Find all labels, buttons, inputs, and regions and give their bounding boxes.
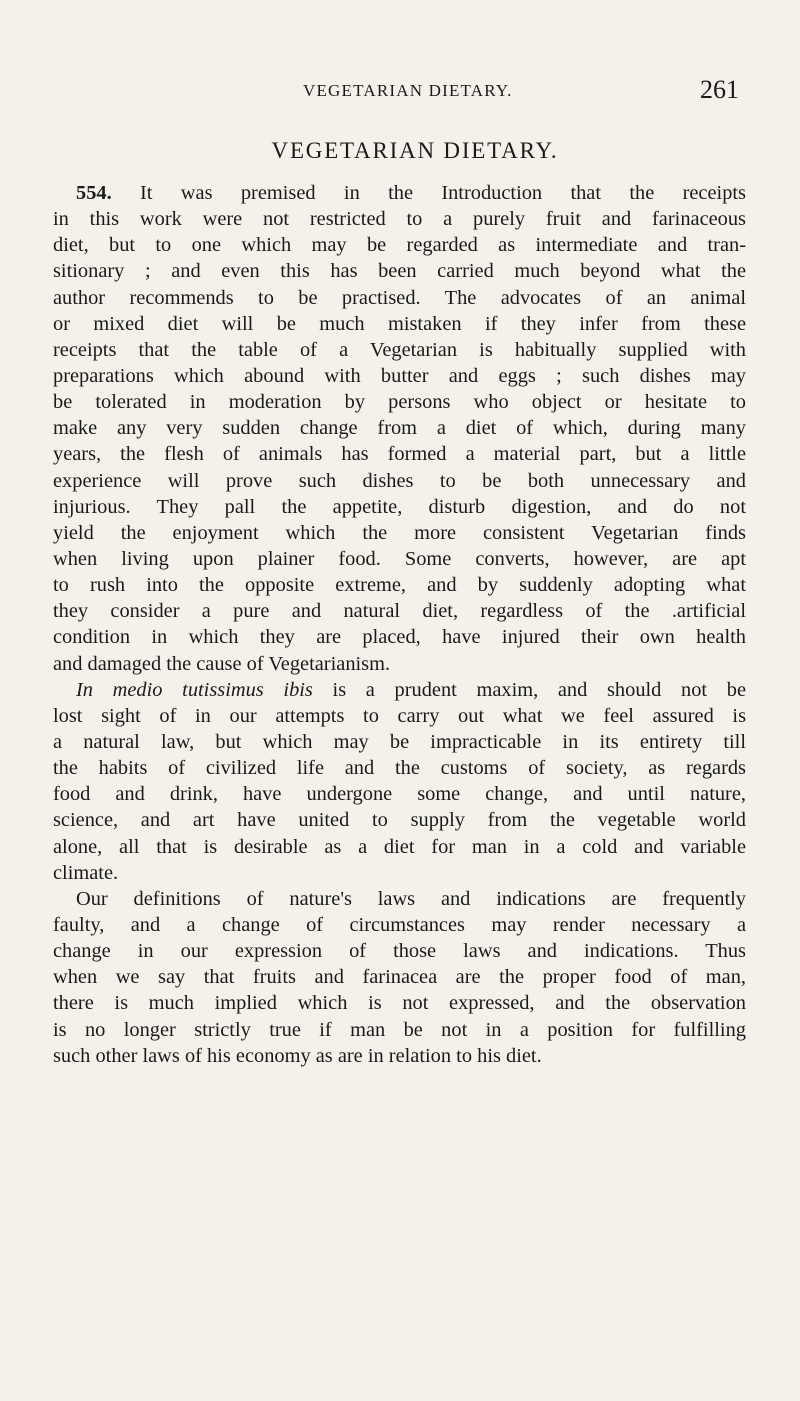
paragraph-line: alone, all that is desirable as a diet for man in a cold and variable xyxy=(53,835,746,858)
paragraph-line: change in our expression of those laws and indications. Thus xyxy=(53,940,746,963)
paragraph-line: faulty, and a change of circumstances may render necessary a xyxy=(53,913,746,936)
paragraph-definitions xyxy=(53,886,746,1069)
paragraph-line: or mixed diet will be much mistaken if they infer from these xyxy=(53,312,746,335)
paragraph-line: be tolerated in moderation by persons who object or hesitate to xyxy=(53,391,746,414)
paragraph-line: Our definitions of nature's laws and indications are frequently xyxy=(76,887,746,910)
paragraph-line: diet, but to one which may be regarded as intermediate and tran- xyxy=(53,234,746,257)
paragraph-line: they consider a pure and natural diet, regardless of the .artificial xyxy=(53,600,746,623)
page-number: 261 xyxy=(700,75,739,104)
running-title: VEGETARIAN DIETARY. xyxy=(303,81,513,100)
paragraph-line: yield the enjoyment which the more consistent Vegetarian finds xyxy=(53,521,746,544)
paragraph-line: and damaged the cause of Vegetarianism. xyxy=(53,652,391,675)
paragraph-line: receipts that the table of a Vegetarian is habitually supplied with xyxy=(53,338,746,361)
paragraph-maxim xyxy=(53,677,746,886)
paragraph-line: make any very sudden change from a diet of which, during many xyxy=(53,417,746,440)
paragraph-line: climate. xyxy=(53,861,119,884)
paragraph-554 xyxy=(53,180,746,677)
paragraph-line: is no longer strictly true if man be not in a position for fulfilling xyxy=(53,1018,746,1041)
latin-phrase: In medio tutissimus ibis xyxy=(76,678,313,701)
paragraph-line: 554. It was premised in the Introduction that the receipts xyxy=(76,182,746,204)
paragraph-line: there is much implied which is not expressed, and the observation xyxy=(53,992,746,1015)
paragraph-line: food and drink, have undergone some change, and until nature, xyxy=(53,783,746,806)
paragraph-line: science, and art have united to supply from the vegetable world xyxy=(53,809,746,832)
paragraph-line: sitionary ; and even this has been carried much beyond what the xyxy=(53,260,746,283)
paragraph-line: experience will prove such dishes to be both unnecessary and xyxy=(53,469,746,492)
paragraph-line: in this work were not restricted to a purely fruit and farinaceous xyxy=(53,208,746,231)
paragraph-line: a natural law, but which may be impracticable in its entirety till xyxy=(53,730,746,753)
paragraph-line: condition in which they are placed, have injured their own health xyxy=(53,626,746,649)
paragraph-line: author recommends to be practised. The advocates of an animal xyxy=(53,286,746,309)
paragraph-line: injurious. They pall the appetite, disturb digestion, and do not xyxy=(53,495,746,518)
paragraph-line: to rush into the opposite extreme, and by suddenly adopting what xyxy=(53,574,746,597)
paragraph-line: years, the flesh of animals has formed a material part, but a little xyxy=(53,443,746,466)
paragraph-line: In medio tutissimus ibis is a prudent maxim, and should not be xyxy=(76,678,747,701)
paragraph-line: the habits of civilized life and the customs of society, as regards xyxy=(53,757,746,780)
paragraph-line: when living upon plainer food. Some converts, however, are apt xyxy=(53,547,746,570)
chapter-title: VEGETARIAN DIETARY. xyxy=(271,138,559,163)
paragraph-line: such other laws of his economy as are in relation to his diet. xyxy=(53,1044,542,1067)
paragraph-line: preparations which abound with butter and eggs ; such dishes may xyxy=(53,364,746,387)
body-text xyxy=(53,180,746,1069)
paragraph-number: 554. xyxy=(76,182,112,204)
paragraph-line: when we say that fruits and farinacea are the proper food of man, xyxy=(53,966,746,989)
paragraph-line: lost sight of in our attempts to carry out what we feel assured is xyxy=(53,704,746,727)
running-head xyxy=(0,75,800,111)
